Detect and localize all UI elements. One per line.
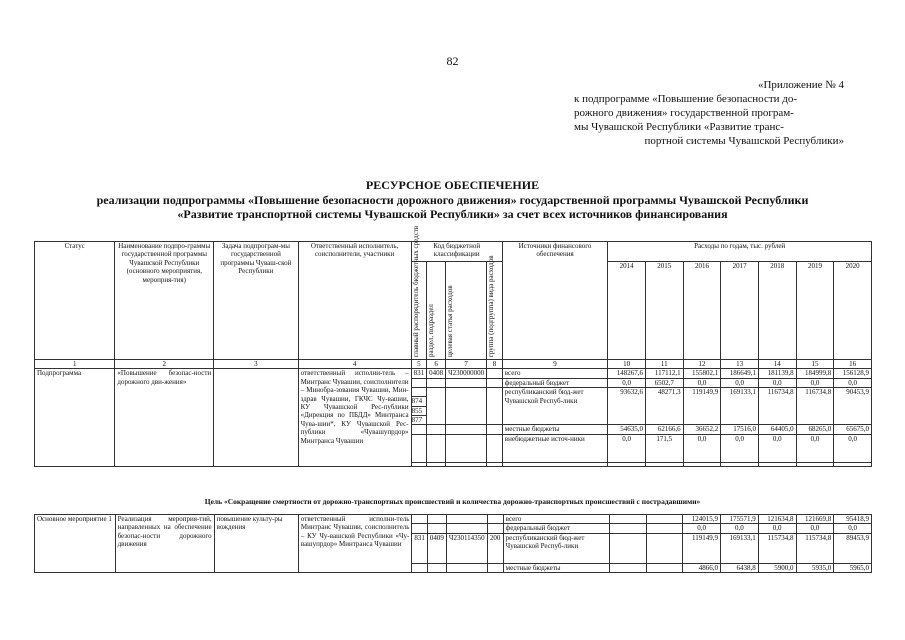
col-num: 7 bbox=[446, 360, 487, 369]
col-num: 12 bbox=[683, 360, 721, 369]
value-cell: 184999,8 bbox=[796, 369, 834, 378]
appendix-line: к подпрограмме «Повышение безопасности до- bbox=[574, 93, 798, 105]
col-num: 4 bbox=[298, 360, 411, 369]
empty-cell bbox=[487, 563, 503, 572]
header-bc3 bbox=[446, 262, 487, 360]
row1-grbs3: 855 bbox=[412, 406, 427, 415]
value-cell: 0,0 bbox=[796, 434, 834, 462]
row1-status: Подпрограмма bbox=[35, 369, 115, 466]
row2-razdel: 0409 bbox=[427, 533, 446, 563]
empty-cell bbox=[411, 434, 427, 462]
empty-cell bbox=[446, 524, 487, 533]
value-cell: 0,0 bbox=[834, 378, 872, 387]
appendix-line: рожного движения» государственной програм- bbox=[574, 107, 794, 119]
value-cell: 175571,9 bbox=[721, 515, 759, 524]
empty-cell bbox=[411, 425, 427, 434]
row1-csr: Ч230000000 bbox=[446, 369, 487, 378]
row1-grbs4: 877 bbox=[412, 415, 427, 424]
value-cell: 116734,8 bbox=[758, 388, 796, 425]
row1-razdel: 0408 bbox=[427, 369, 446, 378]
row1-name: «Повышение безопас-ности дорожного дви-жения» bbox=[115, 369, 214, 466]
year-header: 2017 bbox=[721, 262, 759, 360]
header-expenses: Расходы по годам, тыс. рублей bbox=[608, 242, 872, 262]
appendix-line: «Приложение № 4 bbox=[757, 79, 844, 91]
row1-task bbox=[214, 369, 298, 466]
value-cell: 121634,8 bbox=[758, 515, 796, 524]
header-bc1-text: главный распорядитель бюджетных средств bbox=[411, 225, 420, 357]
value-cell: 171,5 bbox=[645, 434, 683, 462]
document-subtitle bbox=[0, 193, 905, 221]
value-cell: 6438,8 bbox=[721, 563, 759, 572]
value-cell: 89453,9 bbox=[834, 533, 872, 563]
value-cell bbox=[646, 563, 683, 572]
row2-name: Реализация мероприя-тий, направленных на обеспечение безопас-ности дорожного движения bbox=[115, 515, 214, 573]
source-cell: федеральный бюджет bbox=[503, 524, 609, 533]
value-cell: 5935,0 bbox=[796, 563, 834, 572]
year-header: 2019 bbox=[796, 262, 834, 360]
col-num: 6 bbox=[427, 360, 446, 369]
col-num: 11 bbox=[645, 360, 683, 369]
value-cell: 0,0 bbox=[796, 378, 834, 387]
value-cell bbox=[609, 563, 646, 572]
row1-grbs-empty bbox=[411, 378, 427, 387]
col-num: 9 bbox=[502, 360, 608, 369]
value-cell: 115734,8 bbox=[796, 533, 834, 563]
value-cell: 93632,6 bbox=[608, 388, 646, 425]
resource-table bbox=[34, 225, 872, 467]
appendix-line: портной системы Чувашской Республики» bbox=[644, 135, 844, 147]
source-cell: внебюджетные источ-ники bbox=[502, 434, 608, 462]
header-bc2-text: раздел, подраздел bbox=[427, 304, 436, 357]
col-num: 2 bbox=[115, 360, 214, 369]
value-cell: 124015,9 bbox=[683, 515, 721, 524]
subtitle-line: реализации подпрограммы «Повышение безопасности дорожного движения» государственной программы Чувашской Республики bbox=[96, 193, 809, 207]
value-cell: 0,0 bbox=[608, 378, 646, 387]
value-cell: 0,0 bbox=[721, 434, 759, 462]
year-header: 2020 bbox=[834, 262, 872, 360]
col-num: 13 bbox=[721, 360, 759, 369]
row2-vr: 200 bbox=[487, 533, 503, 563]
header-bc4-text: группа (подгруппа) вида расходов bbox=[487, 255, 496, 357]
document-title: РЕСУРСНОЕ ОБЕСПЕЧЕНИЕ bbox=[365, 178, 540, 192]
source-cell: федеральный бюджет bbox=[502, 378, 608, 387]
year-header: 2016 bbox=[683, 262, 721, 360]
value-cell: 95418,9 bbox=[834, 515, 872, 524]
col-num: 1 bbox=[35, 360, 115, 369]
value-cell: 5900,0 bbox=[758, 563, 796, 572]
row2-responsible: ответственный исполни-тель Минтранс Чувашии, соисполнитель – КУ Чу-вашской Республики «Чу-вашупрдор» Минтранса Чувашии bbox=[298, 515, 412, 573]
value-cell: 0,0 bbox=[683, 524, 721, 533]
value-cell: 119149,9 bbox=[683, 533, 721, 563]
value-cell: 148267,6 bbox=[608, 369, 646, 378]
empty-cell bbox=[487, 388, 503, 425]
row1-vr bbox=[487, 369, 503, 378]
col-num: 16 bbox=[834, 360, 872, 369]
row1-responsible: ответственный исполни-тель – Минтранс Чувашии, соисполнители – Минобра-зования Чувашии, Мин-здрав Чувашии, ГКЧС Чу-вашии, КУ Чувашской Рес-публики «Дирекция по ПБДД» Минтранса Чува-шии*, КУ Чувашской Рес-публики «Чувашупрдор» Минтранса Чувашии bbox=[298, 369, 411, 466]
empty-cell bbox=[446, 434, 487, 462]
empty-cell bbox=[427, 425, 446, 434]
empty-cell bbox=[427, 434, 446, 462]
value-cell bbox=[609, 524, 646, 533]
value-cell: 0,0 bbox=[721, 378, 759, 387]
value-cell: 62166,6 bbox=[645, 425, 683, 434]
table-row bbox=[35, 515, 872, 524]
value-cell: 169133,1 bbox=[721, 533, 759, 563]
value-cell: 0,0 bbox=[834, 434, 872, 462]
value-cell bbox=[646, 524, 683, 533]
empty-cell bbox=[487, 524, 503, 533]
source-cell: республиканский бюд-жет Чувашской Респуб-лики bbox=[502, 388, 608, 425]
value-cell: 155802,1 bbox=[683, 369, 721, 378]
value-cell: 0,0 bbox=[721, 524, 759, 533]
value-cell: 0,0 bbox=[683, 378, 721, 387]
year-header: 2015 bbox=[645, 262, 683, 360]
empty-cell bbox=[412, 524, 428, 533]
col-num: 14 bbox=[758, 360, 796, 369]
value-cell bbox=[609, 533, 646, 563]
empty-cell bbox=[427, 524, 446, 533]
value-cell: 115734,8 bbox=[758, 533, 796, 563]
header-source: Источники финансового обеспечения bbox=[502, 242, 608, 360]
value-cell: 181139,8 bbox=[758, 369, 796, 378]
year-header: 2014 bbox=[608, 262, 646, 360]
column-number-row bbox=[35, 360, 872, 369]
resource-table-2 bbox=[34, 514, 872, 573]
appendix-line: мы Чувашской Республики «Развитие транс- bbox=[574, 121, 784, 133]
col-num: 8 bbox=[487, 360, 503, 369]
header-bc2 bbox=[427, 262, 446, 360]
value-cell: 121669,8 bbox=[796, 515, 834, 524]
row1-grbs: 831 bbox=[411, 369, 427, 378]
header-name: Наименование подпро-граммы государственной программы Чувашской Республики (основного мероприятия, мероприя-тия) bbox=[115, 242, 214, 360]
header-budget-code: Код бюджетной классификации bbox=[411, 242, 502, 262]
page-number: 82 bbox=[446, 54, 459, 68]
row2-csr: Ч230114350 bbox=[446, 533, 487, 563]
empty-cell bbox=[487, 515, 503, 524]
value-cell: 4866,0 bbox=[683, 563, 721, 572]
value-cell: 5965,0 bbox=[834, 563, 872, 572]
header-task: Задача подпрограм-мы государственной программы Чуваш-ской Республики bbox=[214, 242, 298, 360]
row2-grbs: 831 bbox=[412, 533, 428, 563]
value-cell: 90453,9 bbox=[834, 388, 872, 425]
empty-cell bbox=[446, 563, 487, 572]
source-cell: местные бюджеты bbox=[502, 425, 608, 434]
col-num: 15 bbox=[796, 360, 834, 369]
header-bc3-text: целевая статья расходов bbox=[446, 285, 455, 357]
value-cell: 48271,3 bbox=[645, 388, 683, 425]
col-num: 5 bbox=[411, 360, 427, 369]
value-cell: 0,0 bbox=[608, 434, 646, 462]
value-cell: 64405,0 bbox=[758, 425, 796, 434]
value-cell: 156128,9 bbox=[834, 369, 872, 378]
value-cell: 0,0 bbox=[758, 524, 796, 533]
empty-cell bbox=[412, 515, 428, 524]
header-responsible: Ответственный исполнитель, соисполнители, участники bbox=[298, 242, 411, 360]
header-bc1 bbox=[411, 225, 427, 360]
value-cell: 36652,2 bbox=[683, 425, 721, 434]
subtitle-line: «Развитие транспортной системы Чувашской Республики» за счет всех источников финансирования bbox=[177, 207, 728, 221]
source-cell: всего bbox=[502, 369, 608, 378]
value-cell: 0,0 bbox=[796, 524, 834, 533]
value-cell: 169133,1 bbox=[721, 388, 759, 425]
empty-cell bbox=[427, 388, 446, 425]
empty-cell bbox=[427, 378, 446, 387]
row1-grbs2: 874 bbox=[412, 396, 427, 405]
empty-cell bbox=[446, 388, 487, 425]
source-cell: всего bbox=[503, 515, 609, 524]
value-cell: 117112,1 bbox=[645, 369, 683, 378]
value-cell: 6502,7 bbox=[645, 378, 683, 387]
value-cell bbox=[646, 515, 683, 524]
value-cell: 0,0 bbox=[834, 524, 872, 533]
value-cell: 54635,0 bbox=[608, 425, 646, 434]
value-cell: 65675,0 bbox=[834, 425, 872, 434]
value-cell bbox=[646, 533, 683, 563]
year-header: 2018 bbox=[758, 262, 796, 360]
value-cell bbox=[609, 515, 646, 524]
value-cell: 0,0 bbox=[758, 434, 796, 462]
goal-heading: Цель «Сокращение смертности от дорожно-транспортных происшествий и количества дорожно-транспортных происшествий с пострадавшими» bbox=[204, 497, 701, 506]
appendix-block bbox=[574, 78, 844, 148]
empty-cell bbox=[427, 515, 446, 524]
value-cell: 119149,9 bbox=[683, 388, 721, 425]
value-cell: 17516,0 bbox=[721, 425, 759, 434]
row2-status: Основное мероприятие 1 bbox=[35, 515, 116, 573]
empty-cell bbox=[412, 563, 428, 572]
col-num: 10 bbox=[608, 360, 646, 369]
empty-cell bbox=[487, 434, 503, 462]
value-cell: 68265,0 bbox=[796, 425, 834, 434]
row1-grbs-list bbox=[411, 388, 427, 425]
value-cell: 0,0 bbox=[683, 434, 721, 462]
empty-cell bbox=[446, 378, 487, 387]
value-cell: 186649,1 bbox=[721, 369, 759, 378]
empty-cell bbox=[446, 425, 487, 434]
source-cell: местные бюджеты bbox=[503, 563, 609, 572]
empty-cell bbox=[487, 378, 503, 387]
value-cell: 0,0 bbox=[758, 378, 796, 387]
row2-task: повышение культу-ры вождения bbox=[214, 515, 298, 573]
header-status: Статус bbox=[35, 242, 115, 360]
empty-cell bbox=[427, 563, 446, 572]
col-num: 3 bbox=[214, 360, 298, 369]
empty-cell bbox=[487, 425, 503, 434]
table-row bbox=[35, 369, 872, 378]
header-bc4 bbox=[487, 255, 503, 360]
value-cell: 116734,8 bbox=[796, 388, 834, 425]
source-cell: республиканский бюд-жет Чувашской Респуб-лики bbox=[503, 533, 609, 563]
empty-cell bbox=[446, 515, 487, 524]
